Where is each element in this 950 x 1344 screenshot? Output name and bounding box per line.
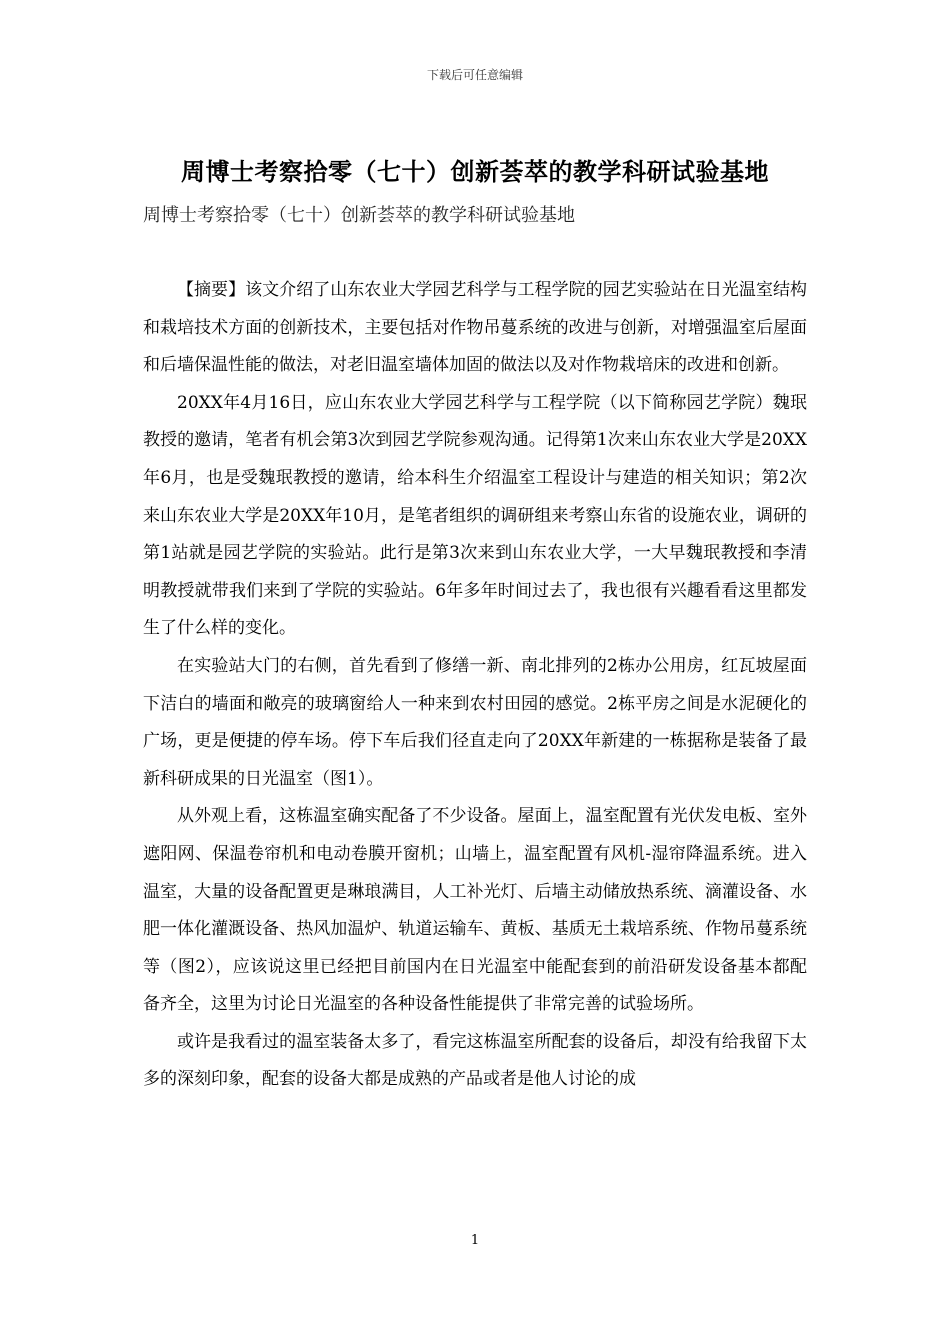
body-paragraph: 从外观上看，这栋温室确实配备了不少设备。屋面上，温室配置有光伏发电板、室外遮阳网、保温卷帘机和电动卷膜开窗机；山墙上，温室配置有风机-湿帘降温系统。进入温室，大量的设备配置更是琳琅满目，人工补光灯、后墙主动储放热系统、滴灌设备、水肥一体化灌溉设备、热风加温炉、轨道运输车、黄板、基质无土栽培系统、作物吊蔓系统等（图2），应该说这里已经把目前国内在日光温室中能配套到的前沿研发设备基本都配备齐全，这里为讨论日光温室的各种设备性能提供了非常完善的试验场所。 <box>143 806 807 1015</box>
body-paragraph: 或许是我看过的温室装备太多了，看完这栋温室所配套的设备后，却没有给我留下太多的深刻印象，配套的设备大都是成熟的产品或者是他人讨论的成 <box>143 1031 807 1090</box>
page-number: 1 <box>470 1233 480 1248</box>
document-title: 周博士考察拾零（七十）创新荟萃的教学科研试验基地 <box>181 157 769 186</box>
body-paragraph: 20XX年4月16日，应山东农业大学园艺科学与工程学院（以下简称园艺学院）魏珉教授的邀请，笔者有机会第3次到园艺学院参观沟通。记得第1次来山东农业大学是20XX年6月，也是受魏珉教授的邀请，给本科生介绍温室工程设计与建造的相关知识；第2次来山东农业大学是20XX年10月，是笔者组织的调研组来考察山东省的设施农业，调研的第1站就是园艺学院的实验站。此行是第3次来到山东农业大学，一大早魏珉教授和李清明教授就带我们来到了学院的实验站。6年多年时间过去了，我也很有兴趣看看这里都发生了什么样的变化。 <box>143 392 807 639</box>
abstract-paragraph: 【摘要】该文介绍了山东农业大学园艺科学与工程学院的园艺实验站在日光温室结构和栽培技术方面的创新技术，主要包括对作物吊蔓系统的改进与创新，对增强温室后屋面和后墙保温性能的做法，对老旧温室墙体加固的做法以及对作物栽培床的改进和创新。 <box>143 280 807 376</box>
header-note: 下载后可任意编辑 <box>426 68 523 82</box>
document-body <box>143 272 807 1099</box>
body-paragraph: 在实验站大门的右侧，首先看到了修缮一新、南北排列的2栋办公用房，红瓦坡屋面下洁白的墙面和敞亮的玻璃窗给人一种来到农村田园的感觉。2栋平房之间是水泥硬化的广场，更是便捷的停车场。停下车后我们径直走向了20XX年新建的一栋据称是装备了最新科研成果的日光温室（图1）。 <box>143 655 807 789</box>
document-subtitle: 周博士考察拾零（七十）创新荟萃的教学科研试验基地 <box>143 205 575 226</box>
